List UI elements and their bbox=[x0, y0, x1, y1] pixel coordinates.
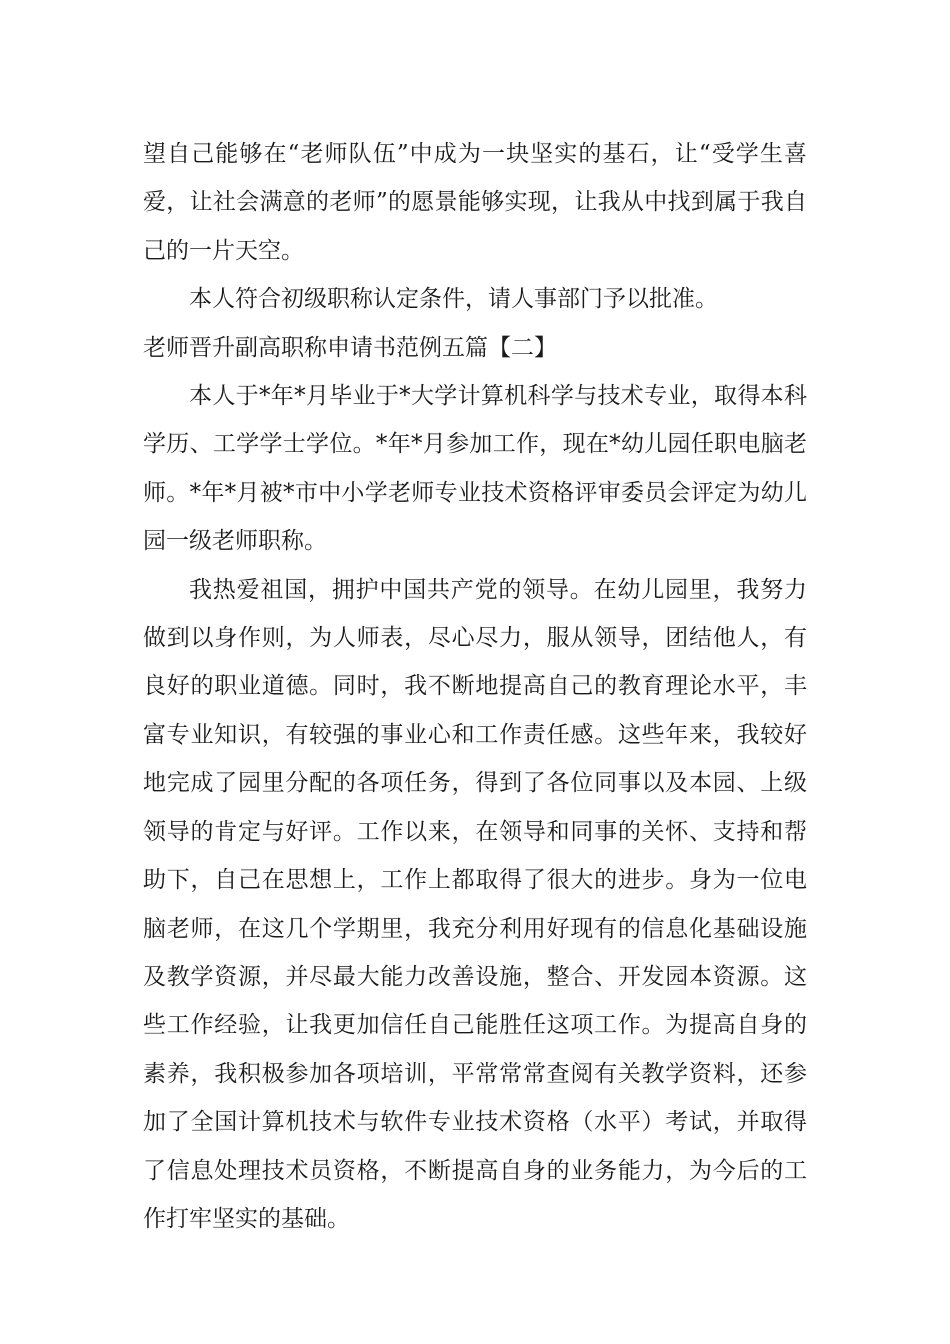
paragraph-work-performance: 我热爱祖国，拥护中国共产党的领导。在幼儿园里，我努力做到以身作则，为人师表，尽心尽力，服从领导，团结他人，有良好的职业道德。同时，我不断地提高自己的教育理论水平，丰富专业知识，有较强的事业心和工作责任感。这些年来，我较好地完成了园里分配的各项任务，得到了各位同事以及本园、上级领导的肯定与好评。工作以来，在领导和同事的关怀、支持和帮助下，自己在思想上，工作上都取得了很大的进步。身为一位电脑老师，在这几个学期里，我充分利用好现有的信息化基础设施及教学资源，并尽最大能力改善设施，整合、开发园本资源。这些工作经验，让我更加信任自己能胜任这项工作。为提高自身的素养，我积极参加各项培训，平常常常查阅有关教学资料，还参加了全国计算机技术与软件专业技术资格（水平）考试，并取得了信息处理技术员资格，不断提高自身的业务能力，为今后的工作打牢坚实的基础。 bbox=[143, 576, 807, 1232]
section-title: 老师晋升副高职称申请书范例五篇【二】 bbox=[143, 334, 557, 361]
paragraph-continued: 望自己能够在“老师队伍”中成为一块坚实的基石，让“受学生喜爱，让社会满意的老师”的愿景能够实现，让我从中找到属于我自己的一片天空。 bbox=[143, 141, 807, 264]
paragraph-approval-request: 本人符合初级职称认定条件，请人事部门予以批准。 bbox=[189, 286, 718, 313]
document-body bbox=[143, 130, 807, 1243]
paragraph-education-background: 本人于*年*月毕业于*大学计算机科学与技术专业，取得本科学历、工学学士学位。*年*月参加工作，现在*幼儿园任职电脑老师。*年*月被*市中小学老师专业技术资格评审委员会评定为幼儿园一级老师职称。 bbox=[143, 383, 807, 555]
